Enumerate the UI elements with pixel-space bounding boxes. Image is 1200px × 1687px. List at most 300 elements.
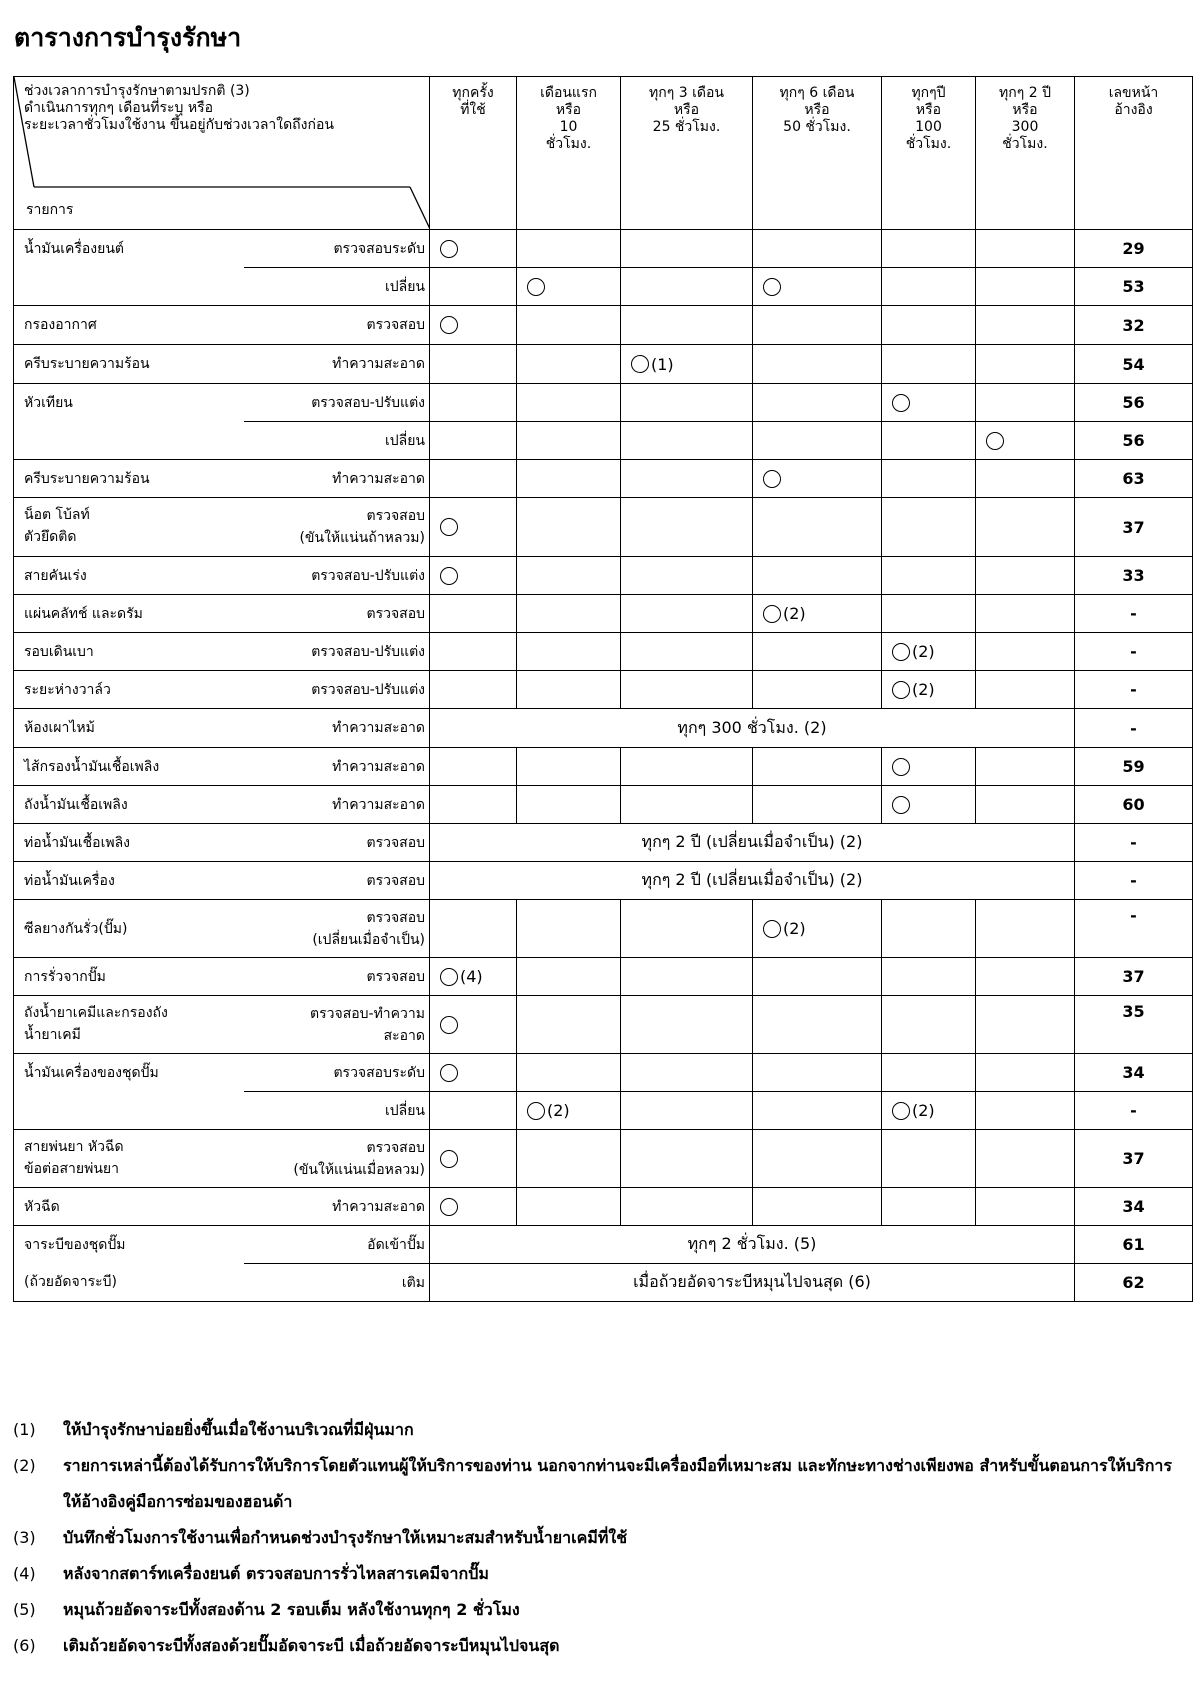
item-name-cell	[14, 709, 244, 748]
action-cell	[244, 557, 430, 595]
action-line: ตรวจสอบระดับ	[333, 240, 425, 257]
interval-cell	[517, 230, 621, 268]
item-name-cell	[14, 1264, 244, 1302]
interval-cell	[976, 671, 1075, 709]
footnote-text: หลังจากสตาร์ทเครื่องยนต์ ตรวจสอบการรั่วไหลสารเคมีจากปั๊ม	[63, 1564, 489, 1583]
action-line: เปลี่ยน	[384, 432, 425, 449]
header-line: ทุกๆ 2 ปี	[999, 85, 1051, 101]
interval-cell	[753, 996, 882, 1054]
header-line: 50 ชั่วโมง.	[783, 119, 851, 135]
action-line: ตรวจสอบระดับ	[333, 1064, 425, 1081]
item-name-cell	[14, 633, 244, 671]
table-row	[14, 345, 1193, 384]
table-row	[14, 306, 1193, 345]
action-line: ตรวจสอบ	[366, 872, 425, 889]
table-row	[14, 460, 1193, 498]
interval-cell	[430, 345, 517, 384]
action-line: ทำความสะอาด	[332, 758, 425, 775]
header-line: หรือ	[1012, 102, 1038, 118]
page-ref-cell: 37	[1075, 1130, 1193, 1188]
header-corner-cell	[14, 77, 430, 230]
header-interval-description	[24, 83, 334, 134]
table-row	[14, 268, 1193, 306]
check-circle-icon	[986, 432, 1004, 450]
interval-cell	[976, 748, 1075, 786]
check-circle-icon	[440, 1064, 458, 1082]
interval-cell	[753, 786, 882, 824]
interval-cell	[976, 384, 1075, 422]
action-line: ตรวจสอบ-ปรับแต่ง	[311, 394, 425, 411]
item-name-line: ห้องเผาไหม้	[24, 720, 95, 736]
interval-cell	[621, 595, 753, 633]
action-cell	[244, 709, 430, 748]
table-row	[14, 862, 1193, 900]
header-line: อ้างอิง	[1114, 102, 1153, 118]
interval-cell	[517, 1054, 621, 1092]
item-name-cell	[14, 1226, 244, 1264]
action-cell	[244, 900, 430, 958]
interval-cell	[976, 1130, 1075, 1188]
action-line: ตรวจสอบ-ปรับแต่ง	[311, 567, 425, 584]
item-name-line: ไส้กรองน้ำมันเชื้อเพลิง	[24, 758, 160, 775]
table-row	[14, 384, 1193, 422]
interval-cell	[430, 1054, 517, 1092]
interval-cell	[882, 595, 976, 633]
page-ref-cell: 32	[1075, 306, 1193, 345]
header-col-page-ref	[1075, 77, 1193, 230]
footnote-number: (4)	[13, 1564, 36, 1583]
page-ref-cell: 59	[1075, 748, 1193, 786]
page-ref-cell: 37	[1075, 498, 1193, 557]
header-col-3-months	[621, 77, 753, 230]
footnote-text: เติมถ้วยอัดจาระบีทั้งสองด้วยปั๊มอัดจาระบี เมื่อถ้วยอัดจาระบีหมุนไปจนสุด	[63, 1636, 560, 1655]
interval-cell	[430, 1188, 517, 1226]
header-line: 25 ชั่วโมง.	[652, 119, 721, 135]
interval-cell	[621, 1092, 753, 1130]
interval-cell	[517, 671, 621, 709]
table-row	[14, 1130, 1193, 1188]
item-name-line: ถังน้ำยาเคมีและกรองถัง	[24, 1005, 168, 1021]
action-line: เปลี่ยน	[384, 1102, 425, 1119]
footnote-text: ให้บำรุงรักษาบ่อยยิ่งขึ้นเมื่อใช้งานบริเวณที่มีฝุ่นมาก	[63, 1420, 414, 1439]
header-col-6-months	[753, 77, 882, 230]
interval-cell	[621, 230, 753, 268]
table-row	[14, 709, 1193, 748]
item-name-line: น้ำยาเคมี	[24, 1027, 81, 1043]
interval-cell	[430, 268, 517, 306]
interval-cell	[430, 230, 517, 268]
header-line: 300	[1011, 119, 1039, 135]
interval-span-cell: ทุกๆ 2 ปี (เปลี่ยนเมื่อจำเป็น) (2)	[430, 862, 1075, 900]
table-row	[14, 633, 1193, 671]
header-line: ทุกๆ 3 เดือน	[649, 85, 724, 101]
interval-cell	[621, 633, 753, 671]
header-row	[14, 77, 1193, 230]
interval-cell	[976, 1054, 1075, 1092]
page-ref-cell: -	[1075, 595, 1193, 633]
header-line: ชั่วโมง.	[545, 136, 592, 152]
page-ref-cell: 37	[1075, 958, 1193, 996]
check-circle-icon	[440, 240, 458, 258]
page-ref-cell: 34	[1075, 1054, 1193, 1092]
interval-cell	[517, 900, 621, 958]
interval-cell	[517, 498, 621, 557]
action-line: ตรวจสอบ	[366, 605, 425, 622]
check-circle-icon	[631, 355, 649, 373]
page-ref-cell: 53	[1075, 268, 1193, 306]
interval-cell	[976, 1092, 1075, 1130]
item-name-cell	[14, 862, 244, 900]
action-cell	[244, 306, 430, 345]
interval-cell	[882, 557, 976, 595]
action-cell	[244, 1188, 430, 1226]
action-cell	[244, 862, 430, 900]
footnote-text: รายการเหล่านี้ต้องได้รับการให้บริการโดยตัวแทนผู้ให้บริการของท่าน นอกจากท่านจะมีเครื่องมือที่เหมาะสม และทักษะทางช่างเพียงพอ สำหรับขั้นตอนการให้บริการให้อ้างอิงคู่มือการซ่อมของฮอนด้า	[63, 1456, 1172, 1511]
item-name-line: ท่อน้ำมันเครื่อง	[24, 872, 115, 889]
action-line: (เปลี่ยนเมื่อจำเป็น)	[312, 931, 425, 948]
item-name-line: ซีลยางกันรั่ว(ปั๊ม)	[24, 920, 128, 937]
check-circle-icon	[892, 758, 910, 776]
interval-cell	[430, 786, 517, 824]
action-line: ทำความสะอาด	[332, 796, 425, 813]
interval-cell	[882, 384, 976, 422]
page-title: ตารางการบำรุงรักษา	[14, 23, 242, 52]
interval-cell	[976, 595, 1075, 633]
interval-cell	[976, 306, 1075, 345]
interval-cell	[621, 671, 753, 709]
header-col-yearly	[882, 77, 976, 230]
interval-cell	[621, 900, 753, 958]
interval-cell	[976, 268, 1075, 306]
table-row	[14, 1092, 1193, 1130]
item-name-cell	[14, 824, 244, 862]
table-row	[14, 958, 1193, 996]
page-ref-cell: -	[1075, 900, 1193, 958]
interval-cell	[753, 595, 882, 633]
action-line: ตรวจสอบ	[366, 968, 425, 985]
action-line: ตรวจสอบ	[366, 909, 425, 926]
interval-cell	[753, 460, 882, 498]
item-name-cell	[14, 786, 244, 824]
item-name-line: น็อต โบ้ลท์	[24, 507, 90, 523]
table-row	[14, 422, 1193, 460]
header-line: เลขหน้า	[1108, 85, 1159, 101]
interval-cell	[753, 1188, 882, 1226]
item-name-cell	[14, 671, 244, 709]
item-name-cell	[14, 422, 244, 460]
action-cell	[244, 996, 430, 1054]
interval-cell	[430, 900, 517, 958]
interval-cell	[517, 1188, 621, 1226]
table-row	[14, 1188, 1193, 1226]
header-line: 10	[559, 119, 578, 135]
item-name-cell	[14, 230, 244, 268]
interval-cell	[882, 633, 976, 671]
interval-cell	[517, 422, 621, 460]
note-ref: (2)	[783, 604, 806, 623]
interval-cell	[621, 1188, 753, 1226]
interval-cell	[430, 1092, 517, 1130]
header-interval-line: ดำเนินการทุกๆ เดือนที่ระบุ หรือ	[24, 100, 214, 116]
interval-cell	[882, 748, 976, 786]
interval-cell	[621, 345, 753, 384]
table-row	[14, 786, 1193, 824]
action-cell	[244, 1264, 430, 1302]
check-circle-icon	[892, 681, 910, 699]
note-ref: (2)	[783, 919, 806, 938]
action-cell	[244, 345, 430, 384]
interval-cell	[430, 595, 517, 633]
check-circle-icon	[440, 968, 458, 986]
interval-cell	[621, 1054, 753, 1092]
page-ref-cell: 33	[1075, 557, 1193, 595]
header-interval-line: ช่วงเวลาการบำรุงรักษาตามปรกติ (3)	[24, 83, 250, 99]
action-line: ทำความสะอาด	[332, 720, 425, 736]
interval-cell	[430, 384, 517, 422]
item-name-line: สายคันเร่ง	[24, 567, 87, 584]
interval-cell	[753, 900, 882, 958]
action-cell	[244, 671, 430, 709]
interval-cell	[753, 384, 882, 422]
item-name-cell	[14, 268, 244, 306]
action-line: เปลี่ยน	[384, 278, 425, 295]
interval-cell	[753, 268, 882, 306]
interval-cell	[976, 633, 1075, 671]
interval-cell	[430, 422, 517, 460]
interval-span-cell: เมื่อถ้วยอัดจาระบีหมุนไปจนสุด (6)	[430, 1264, 1075, 1302]
interval-cell	[621, 460, 753, 498]
table-row	[14, 996, 1193, 1054]
interval-cell	[753, 1130, 882, 1188]
check-circle-icon	[440, 1150, 458, 1168]
table-row	[14, 595, 1193, 633]
header-line: ชั่วโมง.	[1002, 136, 1048, 152]
item-name-line: ครีบระบายความร้อน	[24, 470, 150, 487]
interval-cell	[517, 958, 621, 996]
interval-cell	[753, 498, 882, 557]
interval-cell	[621, 958, 753, 996]
action-line: (ขันให้แน่นถ้าหลวม)	[299, 530, 425, 546]
interval-cell	[882, 1054, 976, 1092]
header-line: ชั่วโมง.	[905, 136, 952, 152]
footnote	[13, 1412, 1173, 1448]
footnote	[13, 1520, 1173, 1556]
item-name-line: น้ำมันเครื่องยนต์	[24, 240, 125, 257]
check-circle-icon	[527, 278, 545, 296]
header-line: หรือ	[915, 102, 942, 118]
item-name-line: สายพ่นยา หัวฉีด	[24, 1139, 124, 1155]
interval-cell	[976, 345, 1075, 384]
action-cell	[244, 1130, 430, 1188]
item-name-cell	[14, 1092, 244, 1130]
interval-cell	[882, 422, 976, 460]
interval-cell	[430, 498, 517, 557]
page-ref-cell: 60	[1075, 786, 1193, 824]
header-line: หรือ	[673, 102, 700, 118]
interval-cell	[976, 460, 1075, 498]
page-ref-cell: 56	[1075, 384, 1193, 422]
header-line: ทุกๆปี	[911, 85, 946, 101]
header-col-every-use	[430, 77, 517, 230]
interval-cell	[976, 498, 1075, 557]
item-name-line: น้ำมันเครื่องของชุดปั๊ม	[24, 1064, 159, 1081]
header-line: เดือนแรก	[540, 85, 597, 101]
page-ref-cell: 63	[1075, 460, 1193, 498]
maintenance-schedule-table	[13, 76, 1193, 1302]
interval-cell	[621, 268, 753, 306]
item-name-line: ระยะห่างวาล์ว	[24, 681, 111, 698]
interval-cell	[882, 306, 976, 345]
item-name-line: หัวฉีด	[24, 1198, 60, 1215]
item-name-cell	[14, 557, 244, 595]
interval-cell	[753, 230, 882, 268]
interval-cell	[430, 996, 517, 1054]
page-ref-cell: -	[1075, 862, 1193, 900]
action-cell	[244, 268, 430, 306]
page-ref-cell: 62	[1075, 1264, 1193, 1302]
check-circle-icon	[892, 796, 910, 814]
action-line: สะอาด	[383, 1027, 425, 1044]
action-line: ตรวจสอบ	[366, 317, 425, 333]
action-cell	[244, 422, 430, 460]
interval-cell	[621, 786, 753, 824]
interval-cell	[430, 748, 517, 786]
check-circle-icon	[763, 278, 781, 296]
interval-cell	[517, 384, 621, 422]
page-ref-cell: 29	[1075, 230, 1193, 268]
item-name-line: ท่อน้ำมันเชื้อเพลิง	[24, 834, 130, 851]
item-name-cell	[14, 996, 244, 1054]
interval-cell	[517, 748, 621, 786]
footnote-number: (3)	[13, 1528, 36, 1547]
action-line: ตรวจสอบ-ทำความ	[310, 1005, 425, 1022]
interval-cell	[882, 671, 976, 709]
check-circle-icon	[440, 518, 458, 536]
interval-cell	[621, 557, 753, 595]
footnotes-list	[13, 1412, 1173, 1664]
note-ref: (2)	[547, 1101, 570, 1120]
footnote	[13, 1628, 1173, 1664]
item-name-line: (ถ้วยอัดจาระบี)	[24, 1274, 117, 1291]
interval-cell	[430, 557, 517, 595]
item-name-line: รอบเดินเบา	[24, 643, 94, 660]
item-name-cell	[14, 306, 244, 345]
header-item-label: รายการ	[26, 202, 74, 218]
header-line: หรือ	[804, 102, 830, 118]
item-name-line: ข้อต่อสายพ่นยา	[24, 1161, 119, 1177]
header-interval-line: ระยะเวลาชั่วโมงใช้งาน ขึ้นอยู่กับช่วงเวลาใดถึงก่อน	[24, 117, 334, 133]
action-line: ตรวจสอบ	[366, 1139, 425, 1156]
header-col-first-month	[517, 77, 621, 230]
interval-cell	[976, 900, 1075, 958]
check-circle-icon	[892, 394, 910, 412]
page-ref-cell: -	[1075, 671, 1193, 709]
note-ref: (2)	[912, 642, 935, 661]
action-cell	[244, 958, 430, 996]
interval-cell	[621, 498, 753, 557]
check-circle-icon	[892, 1102, 910, 1120]
page-ref-cell: 35	[1075, 996, 1193, 1054]
interval-cell	[753, 748, 882, 786]
interval-cell	[882, 460, 976, 498]
item-name-cell	[14, 1188, 244, 1226]
table-row	[14, 1264, 1193, 1302]
page-ref-cell: -	[1075, 824, 1193, 862]
page-ref-cell: -	[1075, 633, 1193, 671]
action-line: อัดเข้าปั๊ม	[367, 1236, 425, 1253]
action-cell	[244, 498, 430, 557]
note-ref: (4)	[460, 967, 483, 986]
interval-cell	[621, 306, 753, 345]
interval-cell	[753, 306, 882, 345]
interval-cell	[753, 1092, 882, 1130]
check-circle-icon	[763, 920, 781, 938]
check-circle-icon	[440, 1016, 458, 1034]
footnote	[13, 1592, 1173, 1628]
interval-cell	[430, 671, 517, 709]
table-row	[14, 498, 1193, 557]
interval-cell	[753, 958, 882, 996]
interval-cell	[517, 595, 621, 633]
action-line: ตรวจสอบ-ปรับแต่ง	[311, 643, 425, 660]
item-name-cell	[14, 595, 244, 633]
action-line: ตรวจสอบ-ปรับแต่ง	[311, 681, 425, 698]
action-line: ทำความสะอาด	[332, 470, 425, 487]
item-name-line: ตัวยึดติด	[24, 529, 77, 545]
interval-cell	[430, 460, 517, 498]
header-line: หรือ	[555, 102, 582, 118]
check-circle-icon	[440, 567, 458, 585]
interval-cell	[882, 268, 976, 306]
interval-cell	[517, 996, 621, 1054]
table-row	[14, 1226, 1193, 1264]
interval-cell	[882, 230, 976, 268]
item-name-line: ครีบระบายความร้อน	[24, 356, 150, 372]
interval-cell	[517, 345, 621, 384]
item-name-line: หัวเทียน	[24, 394, 73, 411]
page-ref-cell: -	[1075, 1092, 1193, 1130]
interval-cell	[753, 345, 882, 384]
page-ref-cell: 61	[1075, 1226, 1193, 1264]
interval-cell	[882, 1130, 976, 1188]
header-line: ทุกๆ 6 เดือน	[779, 85, 855, 101]
header-line: ที่ใช้	[460, 102, 486, 118]
table-row	[14, 557, 1193, 595]
action-cell	[244, 1226, 430, 1264]
footnote	[13, 1556, 1173, 1592]
interval-cell	[517, 633, 621, 671]
action-cell	[244, 824, 430, 862]
action-cell	[244, 460, 430, 498]
footnote-number: (1)	[13, 1420, 36, 1439]
check-circle-icon	[440, 1198, 458, 1216]
interval-span-cell: ทุกๆ 2 ปี (เปลี่ยนเมื่อจำเป็น) (2)	[430, 824, 1075, 862]
interval-cell	[882, 345, 976, 384]
item-name-line: การรั่วจากปั๊ม	[24, 968, 106, 985]
note-ref: (1)	[651, 354, 674, 374]
action-cell	[244, 633, 430, 671]
interval-span-cell: ทุกๆ 2 ชั่วโมง. (5)	[430, 1226, 1075, 1264]
interval-cell	[882, 958, 976, 996]
footnote-text: หมุนถ้วยอัดจาระบีทั้งสองด้าน 2 รอบเต็ม หลังใช้งานทุกๆ 2 ชั่วโมง	[63, 1600, 520, 1619]
action-line: ตรวจสอบ	[366, 834, 425, 851]
header-col-2-years	[976, 77, 1075, 230]
interval-cell	[430, 958, 517, 996]
interval-cell	[753, 1054, 882, 1092]
header-line: 100	[915, 119, 942, 135]
check-circle-icon	[763, 470, 781, 488]
note-ref: (2)	[912, 680, 935, 699]
